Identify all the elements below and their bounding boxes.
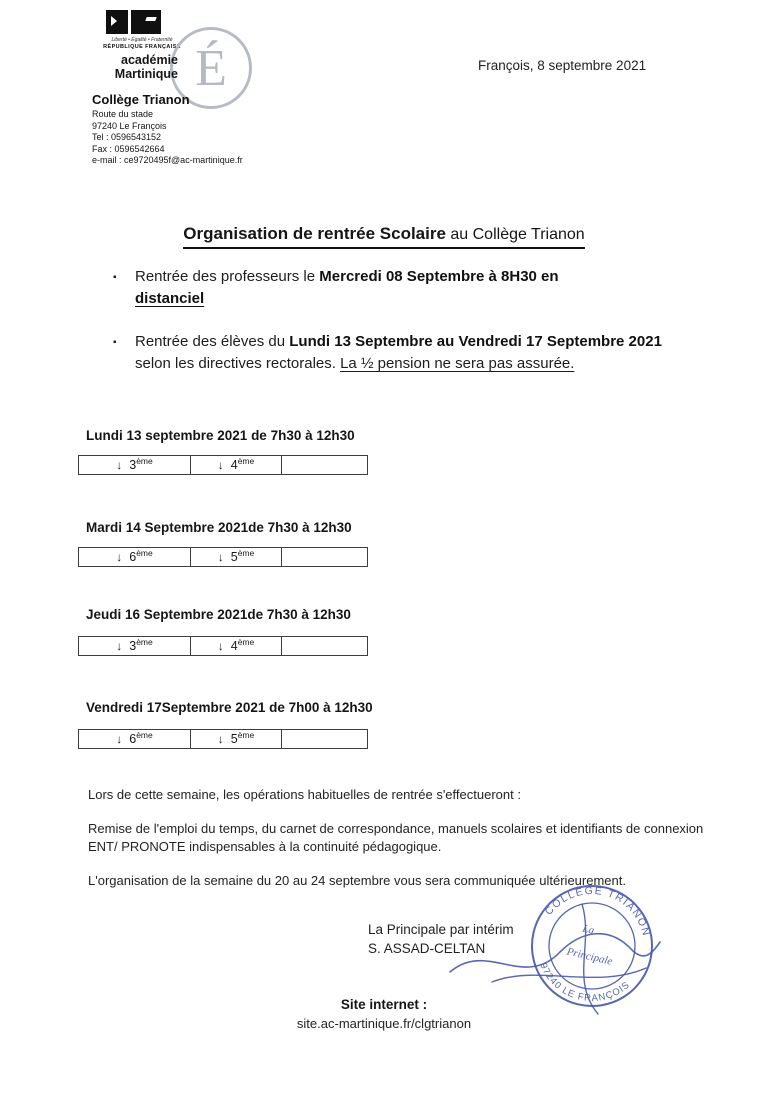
grade-table-monday <box>78 455 368 475</box>
down-arrow-mark: ↓ <box>217 458 224 472</box>
bullet-students <box>113 331 688 375</box>
academy-name <box>90 53 178 81</box>
signer-role: La Principale par intérim <box>368 922 514 937</box>
grade-label: 5ème <box>230 729 255 746</box>
table-cell-empty <box>282 456 367 474</box>
site-url: site.ac-martinique.fr/clgtrianon <box>296 1016 472 1031</box>
grade-table-thursday <box>78 636 368 656</box>
grade-table-friday <box>78 729 368 749</box>
title-suffix: au Collège Trianon <box>445 226 585 243</box>
bullet2-normal2: selon les directives rectorales. <box>135 355 341 372</box>
table-cell <box>191 730 282 748</box>
table-cell-empty <box>282 730 367 748</box>
paragraph-handouts: Remise de l'emploi du temps, du carnet de correspondance, manuels scolaires et identifiants de connexion ENT/ PRONOTE indispensables à la continuité pédagogique. <box>88 821 704 854</box>
down-arrow-mark: ↓ <box>217 550 224 564</box>
title-main: Organisation de rentrée Scolaire <box>183 224 446 243</box>
day-heading-friday: Vendredi 17Septembre 2021 de 7h00 à 12h30 <box>86 700 373 715</box>
stamp-center-text-1: La <box>581 922 596 937</box>
address-line: Fax : 0596542664 <box>92 143 165 154</box>
down-arrow-mark: ↓ <box>116 458 123 472</box>
bullet-marker: ▪ <box>113 272 117 283</box>
document-title-text <box>183 224 584 249</box>
motto-text: Liberté • Égalité • Fraternité <box>111 37 173 43</box>
date-line: François, 8 septembre 2021 <box>478 58 647 73</box>
academy-line2: Martinique <box>114 67 178 81</box>
down-arrow-mark: ↓ <box>217 639 224 653</box>
table-cell <box>79 730 191 748</box>
table-cell-empty <box>282 548 367 566</box>
table-cell <box>191 456 282 474</box>
school-name: Collège Trianon <box>92 92 190 107</box>
bullet-students-text <box>113 331 688 375</box>
grade-label: 6ème <box>129 547 153 564</box>
flag-icon <box>131 10 161 34</box>
stamp-top-text: COLLÈGE TRIANON <box>542 884 653 939</box>
address-line: Route du stade <box>92 109 154 119</box>
down-arrow-mark: ↓ <box>116 550 123 564</box>
republique-francaise-logo <box>106 10 161 34</box>
down-arrow-mark: ↓ <box>217 732 224 746</box>
school-stamp <box>432 868 672 1038</box>
grade-label: 5ème <box>230 547 255 564</box>
grade-label: 3ème <box>129 455 153 472</box>
bullet2-underlined: La ½ pension ne sera pas assurée. <box>340 355 575 372</box>
down-arrow-mark: ↓ <box>116 732 123 746</box>
republic-text: RÉPUBLIQUE FRANÇAISE <box>103 44 181 50</box>
bullet1-normal: Rentrée des professeurs le <box>135 268 320 285</box>
grade-label: 4ème <box>230 636 255 653</box>
stamp-bottom-text: 97240 LE FRANÇOIS <box>537 961 633 1005</box>
paragraph-next-week: L'organisation de la semaine du 20 au 24 septembre vous sera communiquée ultérieurement. <box>88 873 626 888</box>
grade-label: 3ème <box>129 636 153 653</box>
academy-seal-letter: É <box>195 39 227 97</box>
bullet1-underlined: distanciel <box>135 290 205 307</box>
table-cell <box>79 548 191 566</box>
grade-label: 6ème <box>129 729 153 746</box>
signature-scribble <box>450 934 660 972</box>
day-heading-thursday: Jeudi 16 Septembre 2021de 7h30 à 12h30 <box>86 607 351 622</box>
stamp-center-text-2: Principale <box>565 945 614 968</box>
signer-name: S. ASSAD-CELTAN <box>368 941 486 956</box>
bullet2-normal1: Rentrée des élèves du <box>135 333 290 350</box>
academy-line1: académie <box>121 53 178 67</box>
day-heading-tuesday: Mardi 14 Septembre 2021de 7h30 à 12h30 <box>86 520 352 535</box>
table-cell <box>79 637 191 655</box>
school-address <box>92 109 243 167</box>
bullet-teachers-text <box>113 266 688 310</box>
bullet-marker: ▪ <box>113 337 117 348</box>
site-label: Site internet : <box>340 997 428 1012</box>
paragraph-week-operations: Lors de cette semaine, les opérations habituelles de rentrée s'effectueront : <box>88 787 521 802</box>
document-title <box>0 224 768 249</box>
address-line: 97240 Le François <box>92 120 167 131</box>
table-cell <box>79 456 191 474</box>
table-cell <box>191 637 282 655</box>
grade-label: 4ème <box>230 455 255 472</box>
day-heading-monday: Lundi 13 septembre 2021 de 7h30 à 12h30 <box>86 428 355 443</box>
marianne-icon <box>106 10 128 34</box>
bullet-teachers <box>113 266 688 310</box>
table-cell-empty <box>282 637 367 655</box>
grade-table-tuesday <box>78 547 368 567</box>
bullet1-bold: Mercredi 08 Septembre à 8H30 en <box>319 268 559 285</box>
address-line: Tel : 0596543152 <box>92 132 162 142</box>
address-line: e-mail : ce9720495f@ac-martinique.fr <box>92 155 243 165</box>
bullet2-bold: Lundi 13 Septembre au Vendredi 17 Septembre 2021 <box>289 333 662 350</box>
table-cell <box>191 548 282 566</box>
svg-text:COLLÈGE TRIANON <box>541 874 660 941</box>
down-arrow-mark: ↓ <box>116 639 123 653</box>
